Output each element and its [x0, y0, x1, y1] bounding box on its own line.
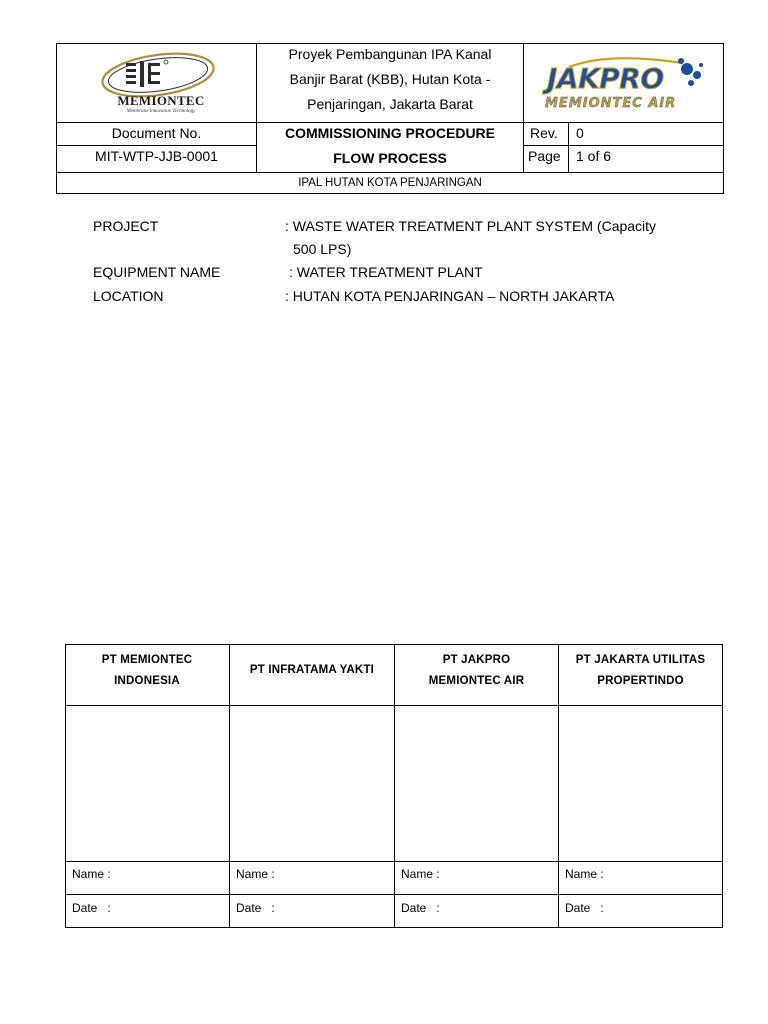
- signature-name-label-3: Name :: [401, 867, 440, 881]
- signature-company-4-line-2: PROPERTINDO: [597, 675, 684, 687]
- info-value-project-line-1: : WASTE WATER TREATMENT PLANT SYSTEM (Capacity: [285, 218, 657, 234]
- signature-name-label-2: Name :: [236, 867, 275, 881]
- signature-company-4-line-1: PT JAKARTA UTILITAS: [575, 654, 706, 666]
- memiontec-logo-tagline: Membrane Innovation Technology: [126, 109, 196, 114]
- project-title-line-3: Penjaringan, Jakarta Barat: [307, 96, 473, 112]
- info-label-location: LOCATION: [93, 288, 164, 304]
- page-label: Page: [528, 148, 561, 164]
- document-no-label: Document No.: [111, 125, 202, 141]
- memiontec-logo: [96, 49, 226, 119]
- signature-name-label-4: Name :: [565, 867, 604, 881]
- jakpro-logo: [541, 53, 711, 115]
- page-value: 1 of 6: [576, 148, 612, 164]
- site-name-row: IPAL HUTAN KOTA PENJARINGAN: [298, 177, 482, 189]
- signature-date-label-1: Date :: [72, 901, 111, 915]
- signature-box-3[interactable]: [395, 706, 558, 861]
- signature-box-1[interactable]: [66, 706, 229, 861]
- document-title-line-1: COMMISSIONING PROCEDURE: [284, 125, 495, 141]
- signature-company-2-line-1: PT INFRATAMA YAKTI: [249, 664, 375, 676]
- signature-company-1-line-1: PT MEMIONTEC: [101, 654, 193, 666]
- signature-date-label-3: Date :: [401, 901, 440, 915]
- memiontec-logo-name: MEMIONTEC: [117, 93, 205, 108]
- signature-company-3-line-2: MEMIONTEC AIR: [428, 675, 525, 687]
- signature-table: [65, 644, 723, 928]
- signature-name-label-1: Name :: [72, 867, 111, 881]
- document-header-table: [56, 43, 724, 194]
- signature-company-3-line-1: PT JAKPRO: [442, 654, 511, 666]
- project-title-line-1: Proyek Pembangunan IPA Kanal: [288, 46, 492, 62]
- signature-date-label-4: Date :: [565, 901, 604, 915]
- info-value-project-line-2: 500 LPS): [293, 241, 352, 257]
- jakpro-logo-bottom-text: MEMIONTEC AIR: [545, 96, 677, 111]
- info-value-location: : HUTAN KOTA PENJARINGAN – NORTH JAKARTA: [285, 288, 615, 304]
- jakpro-logo-top-text: JAKPRO: [547, 62, 664, 95]
- rev-label: Rev.: [530, 125, 558, 141]
- info-label-project: PROJECT: [93, 218, 159, 234]
- rev-value: 0: [576, 125, 584, 141]
- signature-box-4[interactable]: [559, 706, 722, 861]
- project-title-line-2: Banjir Barat (KBB), Hutan Kota -: [289, 71, 491, 87]
- signature-company-1-line-2: INDONESIA: [114, 675, 180, 687]
- info-value-equipment: : WATER TREATMENT PLANT: [289, 264, 483, 280]
- document-title-line-2: FLOW PROCESS: [333, 150, 447, 166]
- signature-box-2[interactable]: [230, 706, 394, 861]
- info-label-equipment: EQUIPMENT NAME: [93, 264, 221, 280]
- document-no-value: MIT-WTP-JJB-0001: [95, 148, 218, 164]
- signature-date-label-2: Date :: [236, 901, 275, 915]
